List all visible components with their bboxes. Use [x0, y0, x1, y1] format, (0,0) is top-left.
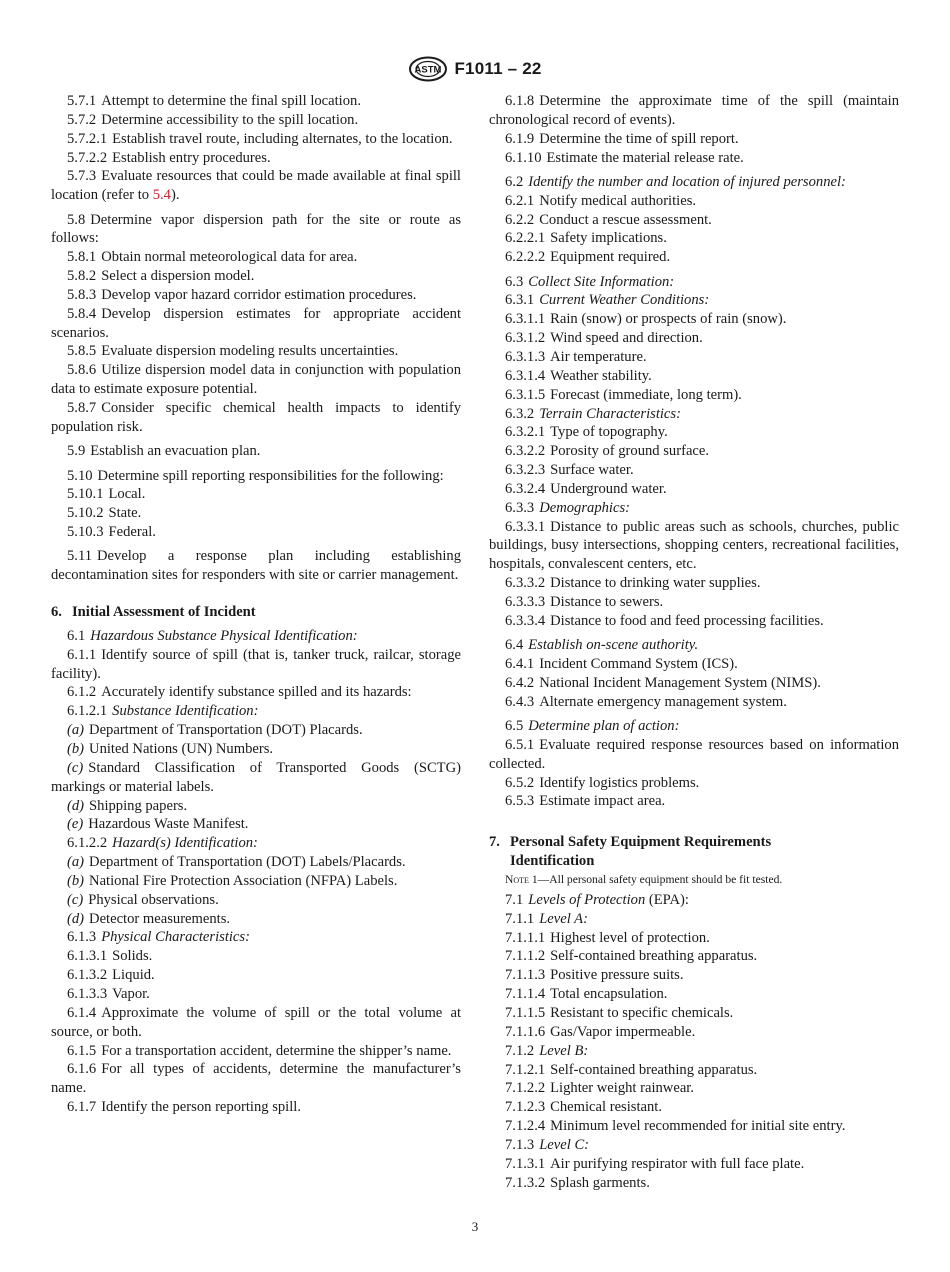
clause-title: Substance Identification:: [112, 703, 259, 720]
clause-text: Determine the approximate time of the spill (maintain chronological record of events).: [489, 93, 899, 128]
clause: [489, 1079, 899, 1098]
clause-text: Equipment required.: [550, 249, 671, 266]
clause-number: 5.10.2: [67, 505, 104, 522]
clause: [489, 985, 899, 1004]
clause-number: 6.5.3: [505, 793, 535, 810]
clause-title: Demographics:: [539, 499, 630, 516]
clause: [51, 523, 461, 542]
clause-number: 5.7.2.2: [67, 149, 108, 166]
clause: [51, 721, 461, 740]
clause-number: 7.1.2: [505, 1042, 535, 1059]
clause-number: 5.11: [67, 548, 92, 565]
clause: [489, 499, 899, 518]
clause-number: 7.1.2.4: [505, 1118, 546, 1135]
clause: [489, 792, 899, 811]
clause-text: Establish entry procedures.: [112, 149, 271, 166]
clause-text: Shipping papers.: [89, 797, 188, 814]
clause: [489, 966, 899, 985]
clause-number: (b): [67, 741, 85, 757]
clause: [51, 547, 461, 585]
clause: [489, 736, 899, 774]
clause-title: Terrain Characteristics:: [539, 405, 681, 422]
clause: [489, 1061, 899, 1080]
clause-number: 6.3.1.2: [505, 330, 546, 347]
clause-title: Identify the number and location of injured personnel:: [528, 173, 846, 190]
clause: [51, 248, 461, 267]
clause-number: 6.2.2: [505, 211, 535, 228]
clause: [51, 910, 461, 929]
section-heading: [489, 833, 899, 871]
clause-number: 5.8.4: [67, 305, 97, 322]
clause-number: 5.8: [67, 211, 86, 228]
clause-text: Approximate the volume of spill or the total volume at source, or both.: [51, 1004, 461, 1040]
clause-text: Air purifying respirator with full face plate.: [550, 1155, 805, 1172]
clause: [51, 211, 461, 249]
clause: [489, 910, 899, 929]
clause-text-end: ).: [170, 187, 180, 204]
clause-text: Physical observations.: [88, 891, 219, 908]
clause-number: 7.1: [505, 891, 524, 908]
clause: [489, 593, 899, 612]
clause: [51, 467, 461, 486]
clause-text: Determine vapor dispersion path for the site or route as follows:: [51, 211, 461, 247]
clause-text: Vapor.: [112, 985, 150, 1002]
clause-text: Liquid.: [112, 967, 155, 984]
clause: [51, 891, 461, 910]
clause-number: 6.3.3.1: [505, 518, 546, 535]
clause-text: National Incident Management System (NIMS).: [539, 674, 821, 691]
clause-number: 6.3.3: [505, 499, 535, 516]
clause-text: Identify source of spill (that is, tanker truck, railcar, storage facility).: [51, 646, 461, 682]
clause-number: 7.1.3.2: [505, 1174, 546, 1191]
clause: [51, 797, 461, 816]
clause-number: 6.4.1: [505, 655, 535, 672]
clause: [51, 167, 461, 205]
note-text: —All personal safety equipment should be fit tested.: [537, 872, 783, 886]
clause-number: 6.2: [505, 173, 524, 190]
clause: [51, 985, 461, 1004]
clause: [489, 405, 899, 424]
astm-logo-icon: [408, 56, 448, 82]
clause-number: (a): [67, 854, 85, 871]
clause-number: 6.1.2.2: [67, 835, 108, 852]
clause: [489, 717, 899, 736]
clause-number: 7.1.1.6: [505, 1023, 546, 1040]
clause-number: 6.3.1.3: [505, 348, 546, 365]
clause-text: Positive pressure suits.: [550, 967, 684, 984]
clause: [489, 211, 899, 230]
clause-text: Self-contained breathing apparatus.: [550, 1061, 758, 1078]
clause-number: 7.1.1: [505, 910, 535, 927]
clause-text: Total encapsulation.: [550, 986, 668, 1003]
clause-number: 6.1.3.1: [67, 948, 108, 965]
clause-text: Incident Command System (ICS).: [539, 655, 738, 672]
clause-title: Collect Site Information:: [528, 273, 675, 290]
clause-number: 6.1.3: [67, 929, 97, 946]
page-header: [0, 56, 950, 82]
clause-text: Establish travel route, including alternates, to the location.: [112, 130, 453, 147]
clause-number: 6.2.2.1: [505, 230, 546, 247]
clause: [51, 504, 461, 523]
clause: [489, 1117, 899, 1136]
clause-number: 5.8.5: [67, 343, 97, 360]
clause: [489, 348, 899, 367]
section-heading: [51, 603, 461, 622]
clause-text: Lighter weight rainwear.: [550, 1080, 694, 1097]
clause: [51, 1042, 461, 1061]
clause-title: Hazardous Substance Physical Identification:: [90, 627, 358, 644]
clause: [489, 947, 899, 966]
clause-text: Identify the person reporting spill.: [101, 1099, 301, 1116]
clause: [489, 291, 899, 310]
clause: [489, 1004, 899, 1023]
clause-text: Porosity of ground surface.: [550, 443, 710, 460]
clause: [51, 928, 461, 947]
clause: [489, 480, 899, 499]
clause-title: Establish on-scene authority.: [528, 637, 699, 654]
clause-text: Surface water.: [550, 462, 634, 479]
clause-number: 7.1.1.3: [505, 967, 546, 984]
clause: [51, 399, 461, 437]
clause-text: Identify logistics problems.: [539, 774, 700, 791]
clause: [489, 1023, 899, 1042]
clause-number: 6.3.2: [505, 405, 535, 422]
clause-text: Develop vapor hazard corridor estimation procedures.: [101, 286, 417, 303]
clause-title: Physical Characteristics:: [101, 929, 250, 946]
clause-text: Develop a response plan including establishing decontamination sites for responders with site or carrier management.: [51, 548, 461, 584]
clause-text: Develop dispersion estimates for appropriate accident scenarios.: [51, 305, 461, 341]
clause-number: 7.1.1.2: [505, 948, 546, 965]
clause: [489, 130, 899, 149]
clause-number: (d): [67, 797, 85, 814]
clause-text: State.: [108, 505, 142, 522]
clause-number: 6.1.10: [505, 149, 542, 166]
clause-text: Obtain normal meteorological data for area.: [101, 249, 358, 266]
clause: [51, 361, 461, 399]
clause-number: (d): [67, 910, 85, 927]
clause-number: 6.1.6: [67, 1061, 97, 1078]
clause-text: Utilize dispersion model data in conjunction with population data to estimate exposure potential.: [51, 362, 461, 398]
clause-text: Minimum level recommended for initial site entry.: [550, 1118, 846, 1135]
clause: [489, 329, 899, 348]
clause-text: Alternate emergency management system.: [539, 693, 787, 710]
clause: [489, 1136, 899, 1155]
clause-text-end: (EPA):: [645, 891, 689, 908]
clause: [489, 891, 899, 910]
clause-text: Evaluate resources that could be made available at final spill location (refer to: [51, 168, 461, 204]
clause: [51, 759, 461, 797]
clause-text: Underground water.: [550, 480, 667, 497]
clause: [51, 872, 461, 891]
clause-text: Estimate impact area.: [539, 793, 666, 810]
clause: [489, 929, 899, 948]
clause: [51, 853, 461, 872]
clause-text: Resistant to specific chemicals.: [550, 1004, 734, 1021]
clause-text: Gas/Vapor impermeable.: [550, 1023, 696, 1040]
clause-number: 6.1.3.3: [67, 985, 108, 1002]
clause: [51, 966, 461, 985]
clause-number: 6.4.2: [505, 674, 535, 691]
clause: [51, 130, 461, 149]
clause: [489, 1155, 899, 1174]
clause-text: Weather stability.: [550, 367, 652, 384]
clause-text: Air temperature.: [550, 348, 647, 365]
clause-title: Current Weather Conditions:: [539, 292, 710, 309]
clause-text: Department of Transportation (DOT) Labels/Placards.: [89, 854, 406, 871]
clause-number: 6.3.2.2: [505, 443, 546, 460]
clause-text: Safety implications.: [550, 230, 667, 247]
clause-number: 6.3.2.4: [505, 480, 546, 497]
clause: [51, 740, 461, 759]
clause: [51, 92, 461, 111]
svg-text:ASTM: ASTM: [414, 64, 442, 76]
clause: [51, 1004, 461, 1042]
clause-title: Level B:: [539, 1042, 589, 1059]
clause-text: Rain (snow) or prospects of rain (snow).: [550, 311, 787, 328]
clause: [489, 92, 899, 130]
clause-number: 6.5.2: [505, 774, 535, 791]
clause-text: Evaluate required response resources based on information collected.: [489, 736, 899, 772]
note: [489, 872, 899, 888]
clause-number: 5.7.2.1: [67, 130, 108, 147]
clause-number: 5.7.3: [67, 168, 97, 185]
clause-number: 6.2.2.2: [505, 249, 546, 266]
clause: [489, 423, 899, 442]
clause-text: Accurately identify substance spilled and its hazards:: [101, 684, 412, 701]
clause-text: Department of Transportation (DOT) Placards.: [89, 722, 363, 739]
clause: [51, 1098, 461, 1117]
clause: [489, 229, 899, 248]
clause: [489, 636, 899, 655]
clause-number: (e): [67, 816, 84, 833]
clause-number: (a): [67, 722, 85, 739]
clause-text: Standard Classification of Transported Goods (SCTG) markings or material labels.: [51, 759, 461, 795]
left-column: [51, 92, 461, 1117]
clause: [51, 342, 461, 361]
clause: [51, 286, 461, 305]
clause-text: Highest level of protection.: [550, 929, 710, 946]
clause-text: Determine spill reporting responsibilities for the following:: [97, 467, 444, 484]
clause: [489, 192, 899, 211]
clause: [489, 518, 899, 575]
clause: [489, 173, 899, 192]
clause-number: 6.3.3.4: [505, 612, 546, 629]
clause-number: 5.8.6: [67, 362, 97, 379]
clause-number: 6.4.3: [505, 693, 535, 710]
clause: [489, 1174, 899, 1193]
clause-number: 5.8.1: [67, 249, 97, 266]
clause: [51, 815, 461, 834]
clause-text: Consider specific chemical health impacts to identify population risk.: [51, 400, 461, 435]
clause: [51, 947, 461, 966]
clause-text: Hazardous Waste Manifest.: [88, 816, 249, 833]
clause-text: Determine the time of spill report.: [539, 130, 739, 147]
clause-number: 7.1.1.1: [505, 929, 546, 946]
clause-title: Level A:: [539, 910, 588, 927]
section-heading-number: 6.: [51, 604, 62, 621]
clause-number: 5.8.3: [67, 286, 97, 303]
section-reference-link[interactable]: 5.4: [152, 187, 171, 204]
clause-text: Evaluate dispersion modeling results uncertainties.: [101, 343, 399, 360]
clause-number: 7.1.2.3: [505, 1099, 546, 1116]
clause: [489, 693, 899, 712]
clause: [51, 485, 461, 504]
clause-number: 5.9: [67, 443, 86, 460]
note-label: Note 1: [505, 872, 538, 886]
clause-number: 7.1.2.1: [505, 1061, 546, 1078]
clause-number: 6.3: [505, 273, 524, 290]
clause: [489, 774, 899, 793]
clause-number: 5.8.2: [67, 268, 97, 285]
clause-text: Distance to drinking water supplies.: [550, 575, 761, 592]
clause-number: 6.1.9: [505, 130, 535, 147]
clause: [51, 702, 461, 721]
section-heading-text: Initial Assessment of Incident: [72, 604, 256, 621]
clause-text: Solids.: [112, 948, 153, 965]
clause-number: 6.1.2: [67, 684, 97, 701]
clause-number: 6.1.1: [67, 646, 97, 663]
clause-number: 7.1.1.4: [505, 986, 546, 1003]
clause: [489, 442, 899, 461]
clause-number: 6.5.1: [505, 736, 535, 753]
clause-number: 7.1.3.1: [505, 1155, 546, 1172]
clause-text: Estimate the material release rate.: [546, 149, 744, 166]
clause: [51, 646, 461, 684]
clause-number: 7.1.2.2: [505, 1080, 546, 1097]
clause-number: 6.1.8: [505, 93, 535, 109]
clause: [489, 367, 899, 386]
clause-text: Attempt to determine the final spill location.: [101, 93, 361, 109]
clause-text: Wind speed and direction.: [550, 330, 703, 347]
clause-number: 5.10.3: [67, 524, 104, 541]
clause: [489, 1098, 899, 1117]
clause-number: 5.7.2: [67, 111, 97, 128]
clause: [51, 1060, 461, 1098]
clause: [489, 273, 899, 292]
clause: [489, 674, 899, 693]
clause-number: 6.3.1.1: [505, 311, 546, 328]
clause-text: National Fire Protection Association (NFPA) Labels.: [89, 872, 398, 889]
clause-text: United Nations (UN) Numbers.: [89, 741, 274, 757]
clause-number: 6.1.2.1: [67, 703, 108, 720]
clause-number: 6.1.4: [67, 1004, 97, 1021]
clause-text: Detector measurements.: [89, 910, 231, 927]
clause: [489, 655, 899, 674]
clause: [489, 612, 899, 631]
clause-text: Local.: [108, 486, 146, 503]
clause-text: Select a dispersion model.: [101, 268, 255, 285]
clause-number: 6.5: [505, 718, 524, 734]
clause-number: 6.3.1.4: [505, 367, 546, 384]
clause: [51, 683, 461, 702]
clause-text: Distance to public areas such as schools, churches, public buildings, busy intersections, shopping centers, recreational facilities, hospitals, convalescent centers, etc.: [489, 518, 899, 573]
clause-title: Determine plan of action:: [528, 718, 680, 734]
clause-number: 6.1.7: [67, 1099, 97, 1116]
clause-text: Federal.: [108, 524, 156, 541]
clause: [51, 305, 461, 343]
clause: [489, 386, 899, 405]
clause: [51, 267, 461, 286]
clause-text: Establish an evacuation plan.: [90, 443, 261, 460]
clause-number: (c): [67, 759, 84, 776]
clause-number: 6.4: [505, 637, 524, 654]
clause-number: 6.2.1: [505, 192, 535, 209]
clause: [489, 310, 899, 329]
clause-text: Type of topography.: [550, 424, 668, 441]
clause-text: Forecast (immediate, long term).: [550, 386, 742, 403]
clause-title: Levels of Protection: [528, 891, 646, 908]
clause-number: 6.1: [67, 627, 86, 644]
page-number: 3: [471, 1219, 479, 1234]
clause-text: Chemical resistant.: [550, 1099, 662, 1116]
section-heading-number: 7.: [489, 834, 500, 851]
clause-title: Level C:: [539, 1136, 590, 1153]
right-column: [489, 92, 899, 1192]
clause-number: 5.10.1: [67, 486, 104, 503]
clause: [489, 461, 899, 480]
clause-number: 6.3.1.5: [505, 386, 546, 403]
clause-number: 7.1.3: [505, 1136, 535, 1153]
clause-number: 6.3.2.3: [505, 462, 546, 479]
clause-text: Splash garments.: [550, 1174, 650, 1191]
clause: [489, 574, 899, 593]
section-heading-text-continued: Identification: [510, 853, 595, 870]
clause: [489, 1042, 899, 1061]
clause: [51, 834, 461, 853]
clause-number: (c): [67, 891, 84, 908]
clause-number: 5.7.1: [67, 93, 97, 109]
clause-text: Distance to food and feed processing facilities.: [550, 612, 824, 629]
clause: [489, 149, 899, 168]
clause-number: 6.3.2.1: [505, 424, 546, 441]
clause-text: Determine accessibility to the spill location.: [101, 111, 359, 128]
clause-text: For all types of accidents, determine the manufacturer’s name.: [51, 1061, 461, 1097]
clause-number: 6.1.3.2: [67, 967, 108, 984]
section-heading-text: Personal Safety Equipment Requirements: [510, 834, 772, 851]
clause: [51, 111, 461, 130]
clause-title: Hazard(s) Identification:: [112, 835, 258, 852]
clause-number: 7.1.1.5: [505, 1004, 546, 1021]
clause-text: Notify medical authorities.: [539, 192, 697, 209]
clause: [51, 442, 461, 461]
clause-number: 6.3.3.3: [505, 593, 546, 610]
clause: [51, 149, 461, 168]
clause-number: 5.10: [67, 467, 93, 484]
clause-number: (b): [67, 872, 85, 889]
clause-text: For a transportation accident, determine the shipper’s name.: [101, 1042, 452, 1059]
clause-text: Distance to sewers.: [550, 593, 664, 610]
clause-text: Self-contained breathing apparatus.: [550, 948, 758, 965]
clause: [51, 627, 461, 646]
clause-number: 6.3.3.2: [505, 575, 546, 592]
clause-text: Conduct a rescue assessment.: [539, 211, 712, 228]
clause-number: 6.3.1: [505, 292, 535, 309]
clause: [489, 248, 899, 267]
document-designation: F1011 – 22: [454, 59, 542, 78]
clause-number: 5.8.7: [67, 400, 97, 416]
clause-number: 6.1.5: [67, 1042, 97, 1059]
